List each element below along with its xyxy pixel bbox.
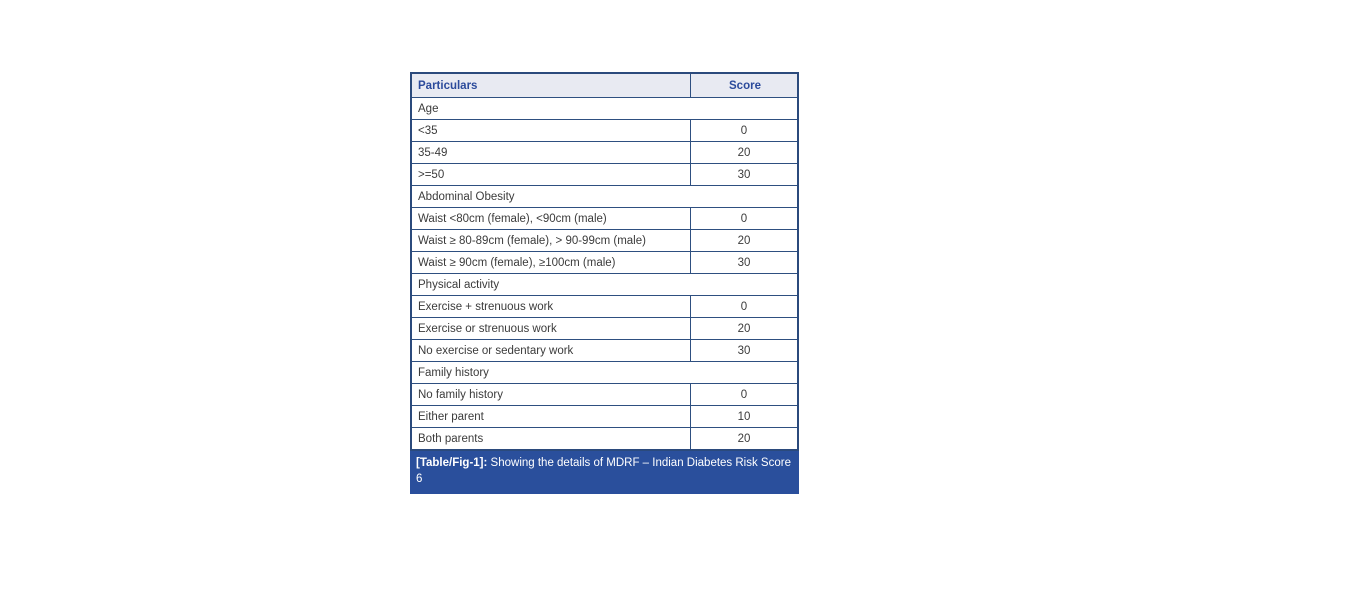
caption-tag: [Table/Fig-1]: [416, 457, 488, 469]
table-row [411, 164, 798, 186]
particulars-cell: Waist ≥ 90cm (female), ≥100cm (male) [411, 252, 691, 274]
score-cell: 30 [691, 252, 799, 274]
score-cell: 0 [691, 120, 799, 142]
table-row [411, 274, 798, 296]
table-row [411, 120, 798, 142]
table-row [411, 406, 798, 428]
section-header-cell: Family history [411, 362, 798, 384]
table-row [411, 186, 798, 208]
table-row [411, 208, 798, 230]
caption-text: Showing the details of MDRF – Indian Diabetes Risk Score 6 [416, 457, 791, 485]
header-row [411, 73, 798, 98]
particulars-cell: Exercise + strenuous work [411, 296, 691, 318]
score-cell: 0 [691, 208, 799, 230]
table-row [411, 142, 798, 164]
column-header-score: Score [691, 73, 799, 98]
table-body [411, 98, 798, 451]
risk-score-table [410, 72, 799, 451]
score-cell: 20 [691, 142, 799, 164]
table-row [411, 340, 798, 362]
particulars-cell: Waist ≥ 80-89cm (female), > 90-99cm (male) [411, 230, 691, 252]
score-cell: 10 [691, 406, 799, 428]
table-row [411, 230, 798, 252]
table-row [411, 296, 798, 318]
score-cell: 20 [691, 318, 799, 340]
table-row [411, 252, 798, 274]
particulars-cell: Exercise or strenuous work [411, 318, 691, 340]
particulars-cell: Either parent [411, 406, 691, 428]
section-header-cell: Physical activity [411, 274, 798, 296]
score-cell: 0 [691, 296, 799, 318]
table-header [411, 73, 798, 98]
table-row [411, 428, 798, 451]
particulars-cell: No exercise or sedentary work [411, 340, 691, 362]
score-cell: 20 [691, 428, 799, 451]
particulars-cell: Waist <80cm (female), <90cm (male) [411, 208, 691, 230]
score-cell: 20 [691, 230, 799, 252]
table-row [411, 362, 798, 384]
particulars-cell: 35-49 [411, 142, 691, 164]
particulars-cell: <35 [411, 120, 691, 142]
score-cell: 30 [691, 340, 799, 362]
section-header-cell: Abdominal Obesity [411, 186, 798, 208]
particulars-cell: >=50 [411, 164, 691, 186]
table-row [411, 384, 798, 406]
score-cell: 0 [691, 384, 799, 406]
table-caption [410, 451, 799, 494]
particulars-cell: Both parents [411, 428, 691, 451]
particulars-cell: No family history [411, 384, 691, 406]
section-header-cell: Age [411, 98, 798, 120]
score-cell: 30 [691, 164, 799, 186]
table-row [411, 98, 798, 120]
risk-score-figure [410, 72, 799, 494]
column-header-particulars: Particulars [411, 73, 691, 98]
table-row [411, 318, 798, 340]
